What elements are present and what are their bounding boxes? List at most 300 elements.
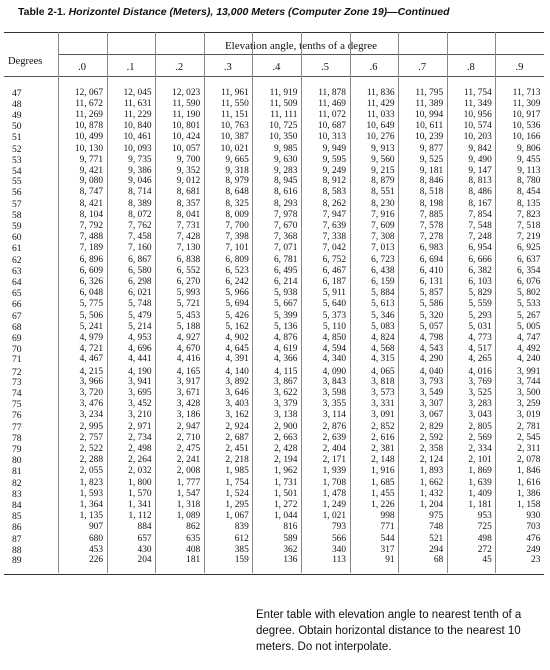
degree-label: 66 xyxy=(12,298,22,310)
distance-cell: 10, 021 xyxy=(220,143,249,154)
column-header: .5 xyxy=(321,62,329,73)
distance-cell: 430 xyxy=(137,544,152,555)
distance-cell: 5, 506 xyxy=(79,310,103,321)
distance-cell: 2, 428 xyxy=(273,444,298,454)
degree-label: 71 xyxy=(12,354,22,366)
distance-cell: 5, 938 xyxy=(273,287,298,298)
distance-cell: 11, 389 xyxy=(415,98,444,109)
distance-cell: 1, 685 xyxy=(371,477,395,488)
distance-cell: 9, 181 xyxy=(419,165,444,176)
distance-cell: 3, 549 xyxy=(419,388,444,399)
distance-cell: 10, 956 xyxy=(463,109,492,120)
distance-cell: 9, 985 xyxy=(273,143,298,154)
distance-cell: 4, 115 xyxy=(274,366,298,377)
distance-cell: 6, 694 xyxy=(419,255,444,266)
distance-cell: 4, 492 xyxy=(516,343,541,354)
distance-cell: 2, 451 xyxy=(225,444,249,454)
distance-cell: 8, 104 xyxy=(79,210,103,221)
distance-cell: 1, 295 xyxy=(225,499,249,510)
distance-cell: 11, 961 xyxy=(221,88,249,98)
distance-cell: 7, 609 xyxy=(371,221,395,232)
distance-cell: 8, 486 xyxy=(468,187,492,198)
distance-cell: 10, 313 xyxy=(317,131,346,142)
distance-cell: 10, 801 xyxy=(172,120,201,131)
distance-cell: 3, 307 xyxy=(419,399,444,410)
distance-cell: 9, 283 xyxy=(273,165,298,176)
distance-cell: 4, 315 xyxy=(371,354,395,365)
distance-cell: 4, 065 xyxy=(371,366,395,377)
degree-label: 85 xyxy=(12,510,22,522)
distance-cell: 8, 072 xyxy=(128,210,152,221)
distance-cell: 9, 560 xyxy=(371,154,395,165)
distance-cell: 11, 269 xyxy=(75,109,103,120)
degree-label: 60 xyxy=(12,232,22,244)
distance-cell: 6, 021 xyxy=(128,287,152,298)
degree-label: 65 xyxy=(12,287,22,299)
distance-cell: 884 xyxy=(137,521,152,532)
distance-cell: 8, 518 xyxy=(419,187,444,198)
distance-cell: 1, 662 xyxy=(419,477,444,488)
distance-cell: 385 xyxy=(234,544,249,555)
distance-cell: 2, 218 xyxy=(225,454,249,465)
distance-cell: 10, 239 xyxy=(415,131,444,142)
distance-cell: 9, 842 xyxy=(468,143,492,154)
distance-cell: 7, 488 xyxy=(79,232,103,243)
distance-cell: 3, 428 xyxy=(176,399,201,410)
distance-cell: 6, 048 xyxy=(79,287,103,298)
distance-cell: 5, 993 xyxy=(176,287,201,298)
distance-cell: 7, 189 xyxy=(79,243,103,253)
distance-cell: 10, 461 xyxy=(123,131,152,142)
distance-cell: 10, 917 xyxy=(512,109,541,120)
distance-cell: 2, 055 xyxy=(79,465,103,476)
distance-cell: 2, 757 xyxy=(79,433,103,444)
distance-cell: 4, 850 xyxy=(322,332,346,343)
distance-cell: 3, 744 xyxy=(516,377,541,388)
distance-cell: 10, 611 xyxy=(415,120,444,131)
distance-cell: 771 xyxy=(380,521,395,532)
distance-cell: 3, 452 xyxy=(128,399,152,410)
distance-cell: 9, 949 xyxy=(322,143,346,154)
distance-cell: 5, 346 xyxy=(371,310,395,321)
distance-cell: 2, 734 xyxy=(128,433,152,444)
distance-cell: 3, 162 xyxy=(225,410,249,421)
distance-cell: 1, 249 xyxy=(322,499,346,510)
distance-cell: 8, 780 xyxy=(516,176,541,187)
distance-cell: 10, 687 xyxy=(317,120,346,131)
distance-cell: 9, 215 xyxy=(371,165,395,176)
distance-cell: 1, 893 xyxy=(419,465,444,476)
distance-cell: 1, 639 xyxy=(468,477,492,488)
distance-cell: 11, 111 xyxy=(270,109,298,120)
distance-cell: 10, 203 xyxy=(463,131,492,142)
distance-cell: 249 xyxy=(526,544,541,555)
degree-label: 56 xyxy=(12,187,22,199)
distance-cell: 10, 387 xyxy=(220,131,249,142)
distance-cell: 2, 311 xyxy=(517,444,541,454)
elevation-header: Elevation angle, tenths of a degree xyxy=(224,40,378,52)
distance-cell: 9, 630 xyxy=(273,154,298,165)
distance-cell: 7, 518 xyxy=(516,221,541,232)
usage-note: Enter table with elevation angle to nearest tenth of a degree. Obtain horizontal distance to the nearest 10 meters. Do not interpolate. xyxy=(256,609,522,653)
distance-cell: 9, 455 xyxy=(516,154,541,165)
distance-cell: 6, 214 xyxy=(273,276,298,287)
distance-cell: 3, 043 xyxy=(468,410,492,421)
distance-cell: 3, 941 xyxy=(128,377,152,388)
distance-cell: 8, 198 xyxy=(419,199,444,210)
distance-cell: 635 xyxy=(186,533,201,544)
distance-cell: 2, 264 xyxy=(128,454,152,465)
distance-cell: 11, 033 xyxy=(366,109,395,120)
distance-cell: 5, 453 xyxy=(176,310,201,321)
distance-cell: 4, 517 xyxy=(468,343,492,354)
degree-label: 62 xyxy=(12,255,22,267)
degree-label: 80 xyxy=(12,454,22,466)
distance-cell: 5, 399 xyxy=(273,310,298,321)
distance-cell: 4, 265 xyxy=(468,354,492,365)
distance-cell: 1, 158 xyxy=(516,499,541,510)
distance-cell: 703 xyxy=(526,521,541,532)
distance-cell: 6, 187 xyxy=(322,276,346,287)
distance-cell: 6, 270 xyxy=(176,276,201,287)
distance-cell: 4, 543 xyxy=(419,343,444,354)
distance-cell: 4, 594 xyxy=(322,343,346,354)
distance-cell: 4, 290 xyxy=(419,354,444,365)
degree-label: 69 xyxy=(12,332,22,344)
degree-label: 78 xyxy=(12,433,22,445)
distance-cell: 839 xyxy=(234,521,249,532)
distance-cell: 10, 994 xyxy=(415,109,444,120)
distance-cell: 6, 159 xyxy=(371,276,395,287)
distance-cell: 3, 646 xyxy=(225,388,249,399)
column-header: .2 xyxy=(175,62,184,73)
distance-cell: 1, 409 xyxy=(468,488,492,499)
distance-cell: 6, 495 xyxy=(273,266,298,276)
distance-cell: 7, 947 xyxy=(322,210,346,221)
column-header: .3 xyxy=(223,62,232,73)
distance-cell: 4, 953 xyxy=(128,332,152,343)
distance-cell: 10, 276 xyxy=(366,131,395,142)
distance-cell: 10, 763 xyxy=(220,120,249,131)
degree-label: 54 xyxy=(12,165,22,177)
distance-cell: 113 xyxy=(332,555,346,566)
distance-cell: 5, 802 xyxy=(516,287,541,298)
distance-cell: 2, 148 xyxy=(371,454,395,465)
distance-cell: 7, 762 xyxy=(128,221,152,232)
distance-cell: 8, 714 xyxy=(128,187,152,198)
distance-cell: 6, 896 xyxy=(79,255,103,266)
distance-cell: 8, 648 xyxy=(225,187,249,198)
distance-cell: 4, 876 xyxy=(273,332,298,343)
degree-label: 79 xyxy=(12,444,22,455)
distance-cell: 1, 916 xyxy=(371,465,395,476)
column-header: .1 xyxy=(126,62,135,73)
distance-cell: 8, 262 xyxy=(322,199,346,210)
distance-cell: 10, 725 xyxy=(269,120,298,131)
distance-cell: 7, 854 xyxy=(468,210,492,221)
distance-cell: 9, 525 xyxy=(419,154,444,165)
distance-cell: 6, 410 xyxy=(419,266,444,276)
distance-cell: 7, 731 xyxy=(176,221,201,232)
distance-cell: 6, 382 xyxy=(468,266,492,276)
distance-cell: 8, 583 xyxy=(322,187,346,198)
distance-cell: 2, 078 xyxy=(516,454,541,465)
degree-label: 63 xyxy=(12,266,22,277)
distance-cell: 8, 979 xyxy=(225,176,249,187)
distance-cell: 8, 454 xyxy=(516,187,541,198)
distance-cell: 10, 840 xyxy=(123,120,152,131)
distance-cell: 9, 877 xyxy=(419,143,444,154)
distance-cell: 317 xyxy=(380,544,395,555)
distance-cell: 10, 536 xyxy=(512,120,541,131)
distance-cell: 2, 194 xyxy=(273,454,298,465)
distance-cell: 1, 593 xyxy=(79,488,103,499)
distance-cell: 816 xyxy=(283,521,298,532)
distance-cell: 10, 130 xyxy=(74,143,103,154)
distance-cell: 5, 057 xyxy=(419,321,444,332)
distance-cell: 2, 947 xyxy=(176,422,201,433)
distance-cell: 612 xyxy=(234,533,249,544)
distance-cell: 2, 687 xyxy=(225,433,249,444)
distance-cell: 7, 916 xyxy=(371,210,395,221)
distance-cell: 748 xyxy=(429,521,444,532)
distance-cell: 8, 230 xyxy=(371,199,395,210)
distance-cell: 3, 720 xyxy=(79,388,103,399)
distance-cell: 11, 754 xyxy=(464,88,492,98)
distance-cell: 2, 971 xyxy=(128,422,152,433)
distance-cell: 10, 649 xyxy=(366,120,395,131)
distance-cell: 3, 019 xyxy=(516,410,541,421)
distance-cell: 476 xyxy=(526,533,541,544)
distance-cell: 2, 616 xyxy=(371,433,395,444)
distance-cell: 4, 215 xyxy=(79,366,103,377)
distance-cell: 5, 320 xyxy=(419,310,444,321)
distance-cell: 5, 694 xyxy=(225,298,249,309)
distance-cell: 6, 298 xyxy=(128,276,152,287)
degree-label: 61 xyxy=(12,243,22,254)
distance-cell: 7, 578 xyxy=(419,221,444,232)
distance-cell: 7, 278 xyxy=(419,232,444,243)
distance-cell: 1, 364 xyxy=(79,499,103,510)
distance-cell: 11, 878 xyxy=(318,88,346,98)
distance-cell: 4, 416 xyxy=(176,354,201,365)
distance-cell: 4, 696 xyxy=(128,343,152,354)
distance-cell: 3, 917 xyxy=(176,377,201,388)
distance-cell: 11, 631 xyxy=(123,98,152,109)
distance-cell: 159 xyxy=(234,555,249,566)
distance-cell: 10, 166 xyxy=(512,131,541,142)
distance-cell: 5, 426 xyxy=(225,310,249,321)
distance-cell: 3, 067 xyxy=(419,410,444,421)
distance-cell: 1, 386 xyxy=(516,488,541,499)
distance-cell: 2, 522 xyxy=(79,444,103,454)
distance-cell: 6, 103 xyxy=(468,276,492,287)
distance-cell: 9, 421 xyxy=(79,165,103,176)
distance-cell: 1, 432 xyxy=(419,488,444,499)
distance-cell: 9, 490 xyxy=(468,154,492,165)
distance-cell: 2, 924 xyxy=(225,422,249,433)
distance-cell: 4, 165 xyxy=(176,366,201,377)
distance-cell: 5, 640 xyxy=(322,298,346,309)
distance-cell: 7, 013 xyxy=(371,243,395,253)
distance-cell: 6, 781 xyxy=(273,255,298,266)
distance-cell: 2, 805 xyxy=(468,422,492,433)
distance-cell: 907 xyxy=(88,521,103,532)
distance-cell: 10, 499 xyxy=(74,131,103,142)
distance-cell: 11, 836 xyxy=(366,88,395,98)
distance-cell: 3, 259 xyxy=(516,399,541,410)
distance-cell: 2, 545 xyxy=(516,433,541,444)
distance-cell: 4, 645 xyxy=(225,343,249,354)
degree-label: 55 xyxy=(12,176,22,188)
distance-cell: 10, 057 xyxy=(172,143,201,154)
distance-cell: 6, 838 xyxy=(176,255,201,266)
distance-cell: 3, 695 xyxy=(128,388,152,399)
distance-cell: 9, 771 xyxy=(79,154,103,165)
distance-cell: 8, 681 xyxy=(176,187,201,198)
distance-cell: 3, 867 xyxy=(273,377,298,388)
column-header-rule xyxy=(4,76,544,77)
distance-cell: 1, 135 xyxy=(79,510,103,521)
distance-cell: 4, 568 xyxy=(371,343,395,354)
distance-cell: 2, 498 xyxy=(128,444,152,454)
distance-cell: 5, 241 xyxy=(79,321,103,332)
distance-cell: 7, 792 xyxy=(79,221,103,232)
distance-cell: 6, 983 xyxy=(419,243,444,253)
distance-cell: 8, 041 xyxy=(176,210,201,221)
degree-label: 59 xyxy=(12,221,22,233)
distance-cell: 6, 809 xyxy=(225,255,249,266)
distance-cell: 953 xyxy=(477,510,492,521)
distance-cell: 2, 124 xyxy=(419,454,444,465)
degree-label: 58 xyxy=(12,210,22,222)
distance-cell: 11, 550 xyxy=(221,98,249,109)
distance-cell: 1, 204 xyxy=(419,499,444,510)
distance-cell: 2, 829 xyxy=(419,422,444,433)
distance-cell: 11, 469 xyxy=(318,98,346,109)
distance-cell: 3, 476 xyxy=(79,399,103,410)
distance-cell: 9, 147 xyxy=(468,165,492,176)
distance-cell: 2, 381 xyxy=(371,444,395,454)
distance-cell: 3, 769 xyxy=(468,377,492,388)
distance-cell: 8, 879 xyxy=(371,176,395,187)
distance-cell: 3, 379 xyxy=(273,399,298,410)
distance-cell: 5, 586 xyxy=(419,298,444,309)
distance-cell: 8, 167 xyxy=(468,199,492,210)
distance-cell: 1, 226 xyxy=(371,499,395,510)
distance-cell: 3, 138 xyxy=(273,410,298,421)
distance-cell: 6, 925 xyxy=(516,243,541,253)
distance-cell: 5, 188 xyxy=(176,321,201,332)
distance-cell: 498 xyxy=(477,533,492,544)
distance-cell: 975 xyxy=(429,510,444,521)
distance-cell: 7, 700 xyxy=(225,221,249,232)
distance-cell: 7, 458 xyxy=(128,232,152,243)
distance-cell: 589 xyxy=(283,533,298,544)
table-title xyxy=(18,6,450,18)
degree-label: 48 xyxy=(12,98,22,110)
distance-cell: 4, 798 xyxy=(419,332,444,343)
distance-cell: 9, 665 xyxy=(225,154,249,165)
distance-cell: 4, 190 xyxy=(128,366,152,377)
distance-cell: 9, 318 xyxy=(225,165,249,176)
distance-cell: 7, 308 xyxy=(371,232,395,243)
distance-cell: 12, 067 xyxy=(74,88,103,98)
distance-cell: 862 xyxy=(186,521,201,532)
distance-cell: 2, 876 xyxy=(322,422,346,433)
distance-cell: 5, 005 xyxy=(516,321,541,332)
distance-cell: 3, 671 xyxy=(176,388,201,399)
distance-cell: 9, 700 xyxy=(176,154,201,165)
distance-cell: 2, 101 xyxy=(468,454,492,465)
distance-cell: 5, 373 xyxy=(322,310,346,321)
distance-cell: 5, 966 xyxy=(225,287,249,298)
distance-cell: 4, 619 xyxy=(273,343,298,354)
distance-cell: 1, 985 xyxy=(225,465,249,476)
distance-cell: 1, 501 xyxy=(273,488,298,499)
distance-cell: 11, 919 xyxy=(269,88,298,98)
distance-cell: 8, 325 xyxy=(225,199,249,210)
distance-cell: 4, 927 xyxy=(176,332,201,343)
distance-cell: 12, 023 xyxy=(172,88,201,98)
degrees-header: Degrees xyxy=(8,56,43,67)
table-caption: Horizontel Distance (Meters), 13,000 Meters (Computer Zone 19)—Continued xyxy=(68,6,450,18)
distance-cell: 2, 358 xyxy=(419,444,444,454)
distance-cell: 7, 130 xyxy=(176,243,201,253)
distance-cell: 6, 523 xyxy=(225,266,249,276)
degree-label: 53 xyxy=(12,154,22,166)
distance-cell: 8, 293 xyxy=(273,199,298,210)
distance-cell: 11, 349 xyxy=(464,98,492,109)
distance-cell: 1, 455 xyxy=(371,488,395,499)
degree-label: 76 xyxy=(12,410,22,422)
distance-cell: 5, 293 xyxy=(468,310,492,321)
distance-cell: 2, 032 xyxy=(128,465,152,476)
distance-cell: 5, 533 xyxy=(516,298,541,309)
degree-label: 49 xyxy=(12,109,22,121)
distance-cell: 6, 354 xyxy=(516,266,541,276)
distance-cell: 5, 479 xyxy=(128,310,152,321)
distance-cell: 3, 843 xyxy=(322,377,346,388)
degree-label: 74 xyxy=(12,388,22,400)
distance-cell: 1, 021 xyxy=(322,510,346,521)
distance-cell: 11, 151 xyxy=(221,109,249,120)
table-number: Table 2-1. xyxy=(18,6,66,18)
distance-cell: 10, 424 xyxy=(172,131,201,142)
distance-cell: 2, 781 xyxy=(516,422,541,433)
distance-cell: 11, 429 xyxy=(366,98,395,109)
distance-cell: 294 xyxy=(429,544,444,555)
degree-label: 57 xyxy=(12,199,22,211)
distance-cell: 5, 031 xyxy=(468,321,492,332)
distance-cell: 3, 186 xyxy=(176,410,201,421)
distance-cell: 3, 966 xyxy=(79,377,103,388)
distance-cell: 10, 093 xyxy=(123,143,152,154)
distance-cell: 3, 210 xyxy=(128,410,152,421)
distance-cell: 11, 713 xyxy=(512,88,541,98)
distance-cell: 6, 637 xyxy=(516,255,541,266)
distance-cell: 2, 334 xyxy=(468,444,492,454)
distance-cell: 12, 045 xyxy=(123,88,152,98)
distance-cell: 1, 962 xyxy=(273,465,298,476)
distance-cell: 4, 747 xyxy=(516,332,541,343)
distance-cell: 1, 478 xyxy=(322,488,346,499)
distance-cell: 2, 663 xyxy=(273,433,298,444)
distance-cell: 6, 326 xyxy=(79,276,103,287)
distance-cell: 11, 229 xyxy=(123,109,152,120)
distance-cell: 6, 131 xyxy=(419,276,444,287)
distance-cell: 5, 748 xyxy=(128,298,152,309)
